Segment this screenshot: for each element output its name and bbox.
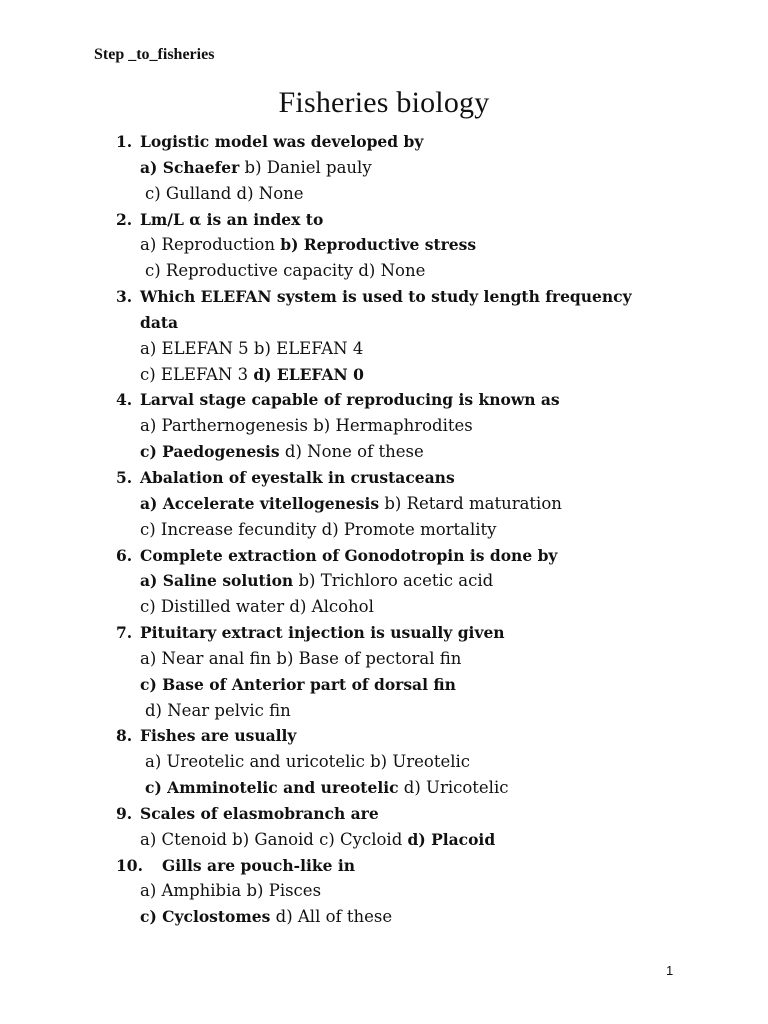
question-line [0, 853, 768, 879]
question-list [0, 129, 768, 930]
option-line [0, 232, 768, 258]
question-block [0, 207, 768, 285]
answer-options [140, 827, 495, 853]
question-block [0, 801, 768, 853]
option-line [0, 413, 768, 439]
answer-options [145, 181, 304, 207]
answer-option: c) Increase fecundity d) Promote mortality [140, 519, 497, 539]
answer-option: d) Near pelvic fin [145, 700, 291, 720]
question-number: 7. [116, 623, 133, 643]
option-line [0, 594, 768, 620]
answer-options [140, 646, 461, 672]
option-line [0, 827, 768, 853]
question-number: 4. [116, 390, 133, 410]
answer-options [140, 594, 374, 620]
question-line [0, 310, 768, 336]
answer-options [145, 775, 508, 801]
answer-option: d) None of these [279, 442, 424, 462]
question-number: 9. [116, 803, 133, 823]
answer-options [140, 439, 424, 465]
answer-options [140, 362, 364, 388]
answer-option: c) Distilled water d) Alcohol [140, 597, 374, 617]
question-text: Pituitary extract injection is usually given [140, 623, 505, 643]
question-text: Logistic model was developed by [140, 132, 424, 151]
question-text: Gills are pouch-like in [162, 855, 356, 875]
answer-option: a) Parthernogenesis b) Hermaphrodites [140, 416, 473, 436]
answer-options [140, 336, 363, 362]
question-text: Scales of elasmobranch are [140, 803, 379, 823]
answer-option: a) Ctenoid b) Ganoid c) Cycloid [140, 829, 408, 849]
question-number: 10. [116, 855, 143, 875]
page-header: Step _to_fisheries [94, 46, 215, 63]
question-block [0, 723, 768, 801]
answer-options [145, 749, 470, 775]
answer-option: b) Trichloro acetic acid [293, 571, 494, 591]
answer-option: c) ELEFAN 3 [140, 364, 254, 384]
question-text: Larval stage capable of reproducing is known as [140, 390, 560, 410]
answer-option: a) Amphibia b) Pisces [140, 881, 322, 901]
question-line [0, 207, 768, 233]
answer-options [145, 698, 291, 724]
option-line [0, 672, 768, 698]
question-block [0, 543, 768, 621]
question-line [0, 465, 768, 491]
option-line [0, 698, 768, 724]
answer-options [140, 491, 562, 517]
page-number: 1 [666, 963, 674, 978]
correct-answer: d) ELEFAN 0 [253, 364, 364, 384]
question-number: 6. [116, 545, 133, 565]
answer-option: a) Near anal fin b) Base of pectoral fin [140, 648, 462, 668]
correct-answer: c) Base of Anterior part of dorsal fin [140, 674, 456, 694]
question-block [0, 853, 768, 931]
option-line [0, 258, 768, 284]
answer-option: b) Retard maturation [379, 493, 562, 513]
question-block [0, 465, 768, 543]
question-text: data [140, 312, 179, 332]
answer-options [140, 517, 497, 543]
option-line [0, 775, 768, 801]
correct-answer: c) Paedogenesis [140, 442, 280, 462]
correct-answer: a) Saline solution [140, 571, 294, 591]
answer-options [140, 155, 372, 181]
option-line [0, 878, 768, 904]
answer-options [140, 672, 456, 698]
answer-option: a) Reproduction [140, 235, 281, 255]
option-line [0, 491, 768, 517]
question-block [0, 129, 768, 207]
page-title: Fisheries biology [278, 86, 490, 119]
option-line [0, 904, 768, 930]
question-block [0, 284, 768, 387]
answer-option: c) Gulland d) None [145, 183, 304, 203]
answer-option: a) ELEFAN 5 b) ELEFAN 4 [140, 338, 364, 358]
answer-options [140, 878, 321, 904]
answer-options [140, 568, 493, 594]
option-line [0, 181, 768, 207]
option-line [0, 155, 768, 181]
correct-answer: b) Reproductive stress [280, 235, 477, 255]
question-text: Complete extraction of Gonodotropin is done by [140, 545, 558, 565]
answer-options [140, 904, 392, 930]
option-line [0, 646, 768, 672]
correct-answer: d) Placoid [407, 829, 496, 849]
question-number: 1. [116, 132, 133, 151]
question-text: Which ELEFAN system is used to study length frequency [140, 287, 632, 307]
answer-options [140, 413, 473, 439]
option-line [0, 362, 768, 388]
option-line [0, 439, 768, 465]
option-line [0, 568, 768, 594]
question-number: 2. [116, 209, 133, 229]
question-block [0, 620, 768, 723]
question-line [0, 723, 768, 749]
answer-option: b) Daniel pauly [239, 157, 372, 177]
correct-answer: c) Amminotelic and ureotelic [145, 778, 399, 798]
option-line [0, 336, 768, 362]
answer-options [140, 232, 476, 258]
question-text: Fishes are usually [140, 726, 297, 746]
option-line [0, 517, 768, 543]
question-text: Lm/L α is an index to [140, 209, 324, 229]
correct-answer: a) Schaefer [140, 157, 240, 177]
question-number: 8. [116, 726, 133, 746]
question-number: 3. [116, 287, 133, 307]
question-line [0, 801, 768, 827]
answer-option: d) Uricotelic [398, 778, 509, 798]
answer-option: c) Reproductive capacity d) None [145, 261, 426, 281]
question-line [0, 620, 768, 646]
answer-option: d) All of these [270, 907, 393, 927]
question-line [0, 284, 768, 310]
question-number: 5. [116, 467, 133, 487]
correct-answer: a) Accelerate vitellogenesis [140, 493, 380, 513]
question-line [0, 129, 768, 155]
question-text: Abalation of eyestalk in crustaceans [140, 467, 455, 487]
question-line [0, 543, 768, 569]
answer-option: a) Ureotelic and uricotelic b) Ureotelic [145, 752, 471, 772]
option-line [0, 749, 768, 775]
answer-options [145, 258, 425, 284]
correct-answer: c) Cyclostomes [140, 907, 271, 927]
question-line [0, 387, 768, 413]
question-block [0, 387, 768, 465]
